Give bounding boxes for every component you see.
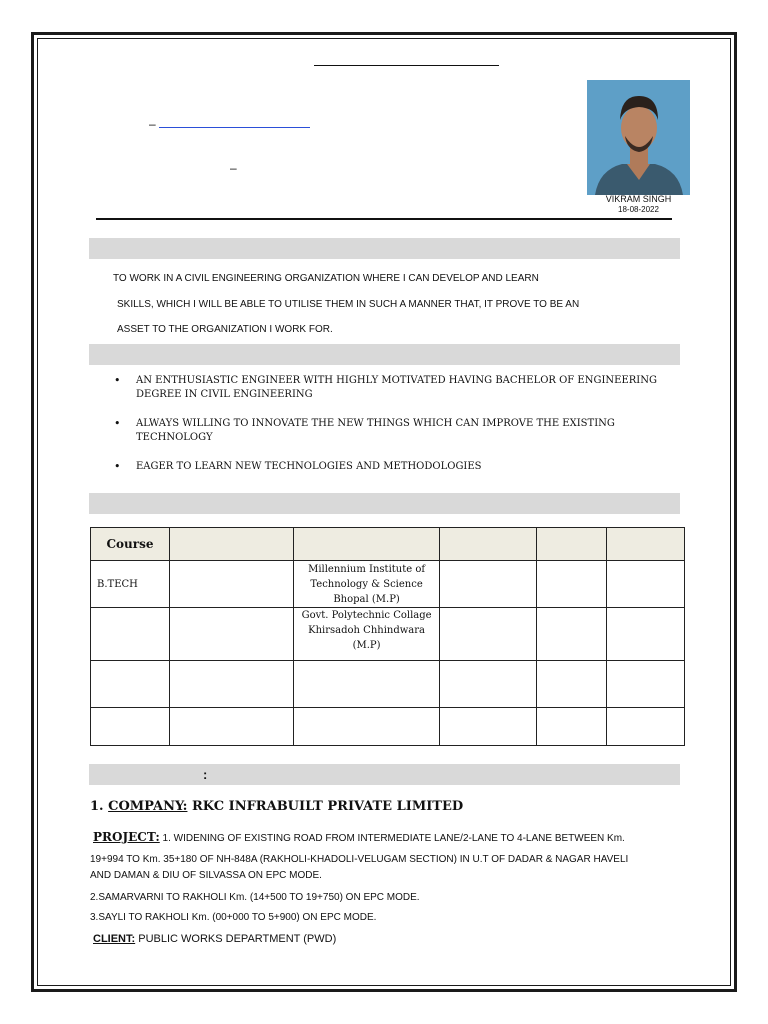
strength-item: • ALWAYS WILLING TO INNOVATE THE NEW THINGS WHICH CAN IMPROVE THE EXISTING TECHNOLOGY (110, 417, 680, 445)
project-line-3: AND DAMAN & DIU OF SILVASSA ON EPC MODE. (90, 870, 322, 881)
profile-photo (587, 80, 690, 218)
photo-caption-name: VIKRAM SINGH (605, 194, 672, 204)
table-cell (169, 708, 293, 746)
table-row (91, 561, 685, 608)
table-cell (440, 561, 537, 608)
table-cell (607, 708, 685, 746)
table-header-cell (293, 528, 440, 561)
project-label: PROJECT: (93, 830, 160, 844)
company-label: COMPANY: (108, 799, 188, 814)
strength-item: • EAGER TO LEARN NEW TECHNOLOGIES AND METHODOLOGIES (110, 460, 680, 474)
course-cell: B.TECH (91, 561, 170, 608)
table-cell (607, 608, 685, 661)
company-name: RKC INFRABUILT PRIVATE LIMITED (191, 799, 464, 814)
section-band-experience (89, 764, 680, 785)
strength-item: • AN ENTHUSIASTIC ENGINEER WITH HIGHLY MOTIVATED HAVING BACHELOR OF ENGINEERING DEGREE IN CIVIL ENGINEERING (110, 374, 680, 402)
course-cell (91, 661, 170, 708)
table-cell (169, 661, 293, 708)
education-table (90, 527, 685, 746)
strengths-list (110, 374, 680, 489)
institute-cell (293, 661, 440, 708)
table-header-cell (537, 528, 607, 561)
table-cell (169, 608, 293, 661)
table-row (91, 661, 685, 708)
project-text-1: 1. WIDENING OF EXISTING ROAD FROM INTERMEDIATE LANE/2-LANE TO 4-LANE BETWEEN Km. (162, 833, 625, 844)
company-number: 1. (90, 799, 104, 814)
table-cell (607, 561, 685, 608)
table-cell (440, 708, 537, 746)
client-value: PUBLIC WORKS DEPARTMENT (PWD) (138, 933, 337, 945)
section-band-strengths (89, 344, 680, 365)
experience-heading-colon: : (203, 767, 208, 782)
table-header-cell (607, 528, 685, 561)
phone-dash: – (230, 161, 237, 175)
header-divider (96, 218, 672, 220)
table-cell (440, 608, 537, 661)
client-line (90, 931, 690, 948)
table-row (91, 608, 685, 661)
company-line (90, 799, 463, 814)
table-cell (537, 661, 607, 708)
course-cell (91, 708, 170, 746)
project-line-1 (90, 829, 690, 847)
table-cell (537, 608, 607, 661)
objective-line-2: SKILLS, WHICH I WILL BE ABLE TO UTILISE THEM IN SUCH A MANNER THAT, IT PROVE TO BE AN (117, 299, 580, 310)
project-line-2: 19+994 TO Km. 35+180 OF NH-848A (RAKHOLI-KHADOLI-VELUGAM SECTION) IN U.T OF DADAR & NAGAR HAVELI (90, 854, 629, 865)
section-band-objective (89, 238, 680, 259)
table-cell (607, 661, 685, 708)
institute-cell: Millennium Institute of Technology & Science Bhopal (M.P) (293, 561, 440, 608)
objective-line-1: TO WORK IN A CIVIL ENGINEERING ORGANIZATION WHERE I CAN DEVELOP AND LEARN (113, 273, 539, 284)
table-header-cell (440, 528, 537, 561)
project-line-5: 3.SAYLI TO RAKHOLI Km. (00+000 TO 5+900) ON EPC MODE. (90, 912, 377, 923)
table-header-course: Course (91, 528, 170, 561)
email-link-underline[interactable] (159, 127, 310, 128)
institute-cell: Govt. Polytechnic Collage Khirsadoh Chhindwara (M.P) (293, 608, 440, 661)
institute-cell (293, 708, 440, 746)
project-line-4: 2.SAMARVARNI TO RAKHOLI Km. (14+500 TO 19+750) ON EPC MODE. (90, 892, 420, 903)
email-dash: – (149, 117, 156, 131)
table-cell (537, 561, 607, 608)
table-header-cell (169, 528, 293, 561)
table-row (91, 708, 685, 746)
table-cell (440, 661, 537, 708)
photo-caption-date: 18-08-2022 (618, 205, 659, 214)
table-cell (169, 561, 293, 608)
section-band-education (89, 493, 680, 514)
table-cell (537, 708, 607, 746)
table-header-row (91, 528, 685, 561)
name-title-underline (314, 65, 499, 66)
course-cell (91, 608, 170, 661)
objective-line-3: ASSET TO THE ORGANIZATION I WORK FOR. (117, 324, 333, 335)
client-label: CLIENT: (93, 933, 136, 945)
